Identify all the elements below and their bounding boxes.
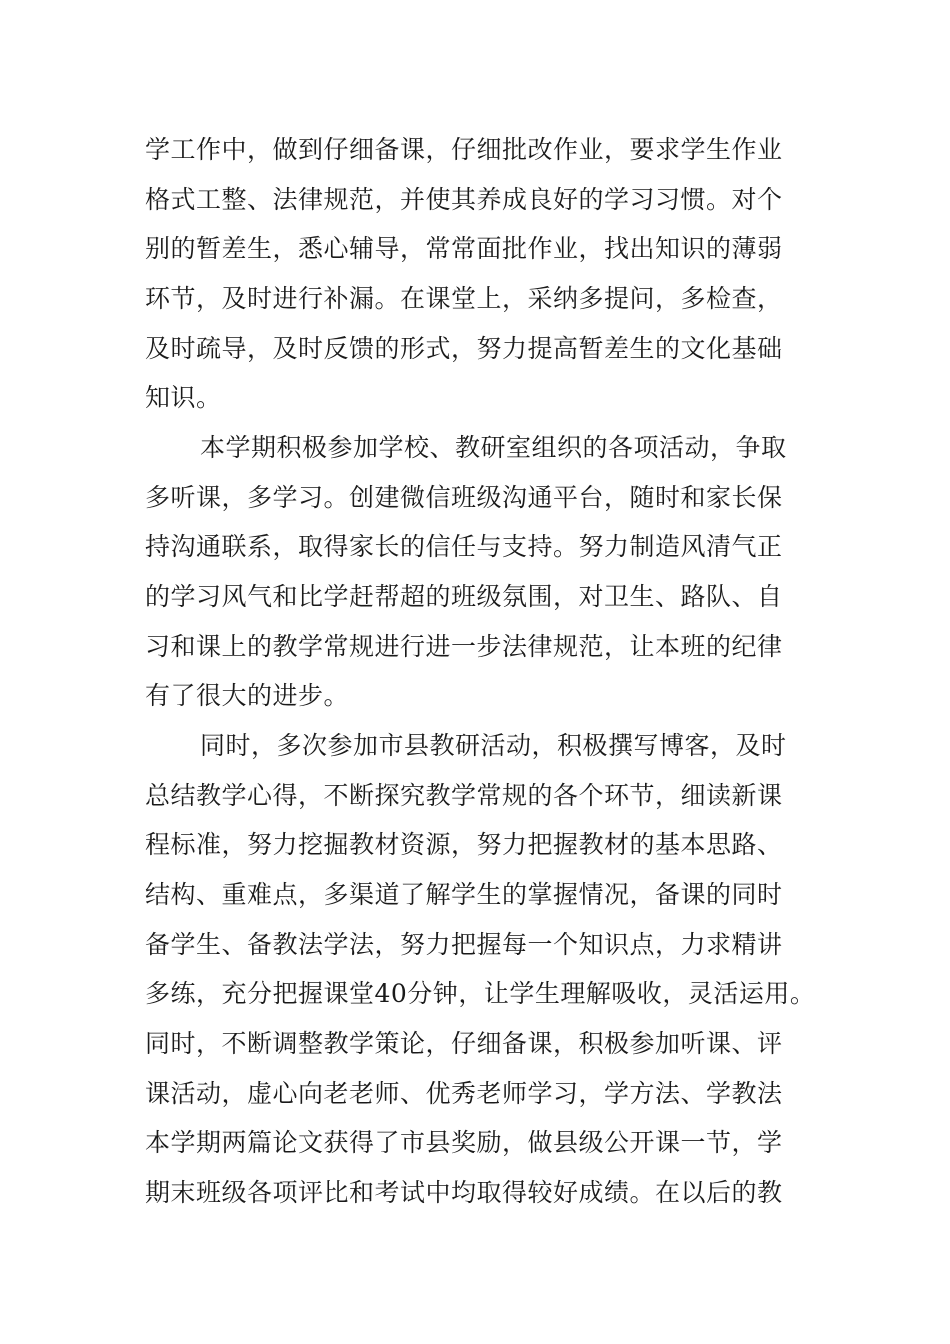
- text-line: 有了很大的进步。: [145, 681, 350, 710]
- text-line: 程标准，努力挖掘教材资源，努力把握教材的基本思路、: [145, 830, 783, 859]
- text-line: 学工作中，做到仔细备课，仔细批改作业，要求学生作业: [145, 135, 783, 164]
- text-line: 多练，充分把握课堂40分钟，让学生理解吸收，灵活运用。: [145, 979, 816, 1008]
- text-line: 环节，及时进行补漏。在课堂上，采纳多提问，多检查，: [145, 284, 783, 313]
- text-line: 本学期两篇论文获得了市县奖励，做县级公开课一节，学: [145, 1128, 783, 1157]
- text-line: 总结教学心得，不断探究教学常规的各个环节，细读新课: [145, 781, 783, 810]
- text-line: 期末班级各项评比和考试中均取得较好成绩。在以后的教: [145, 1178, 783, 1207]
- text-line: 课活动，虚心向老老师、优秀老师学习，学方法、学教法: [145, 1079, 783, 1108]
- text-line: 及时疏导，及时反馈的形式，努力提高暂差生的文化基础: [145, 334, 783, 363]
- paragraph-first-line: 本学期积极参加学校、教研室组织的各项活动，争取: [200, 433, 787, 462]
- text-line: 的学习风气和比学赶帮超的班级氛围，对卫生、路队、自: [145, 582, 783, 611]
- text-line: 结构、重难点，多渠道了解学生的掌握情况，备课的同时: [145, 880, 783, 909]
- text-line: 知识。: [145, 383, 222, 412]
- paragraph-first-line: 同时，多次参加市县教研活动，积极撰写博客，及时: [200, 731, 787, 760]
- text-line: 别的暂差生，悉心辅导，常常面批作业，找出知识的薄弱: [145, 234, 783, 263]
- text-line: 备学生、备教法学法，努力把握每一个知识点，力求精讲: [145, 930, 783, 959]
- text-line: 持沟通联系，取得家长的信任与支持。努力制造风清气正: [145, 532, 783, 561]
- text-line: 格式工整、法律规范，并使其养成良好的学习习惯。对个: [145, 185, 783, 214]
- text-line: 多听课，多学习。创建微信班级沟通平台，随时和家长保: [145, 483, 783, 512]
- text-line: 同时，不断调整教学策论，仔细备课，积极参加听课、评: [145, 1029, 783, 1058]
- text-line: 习和课上的教学常规进行进一步法律规范，让本班的纪律: [145, 632, 783, 661]
